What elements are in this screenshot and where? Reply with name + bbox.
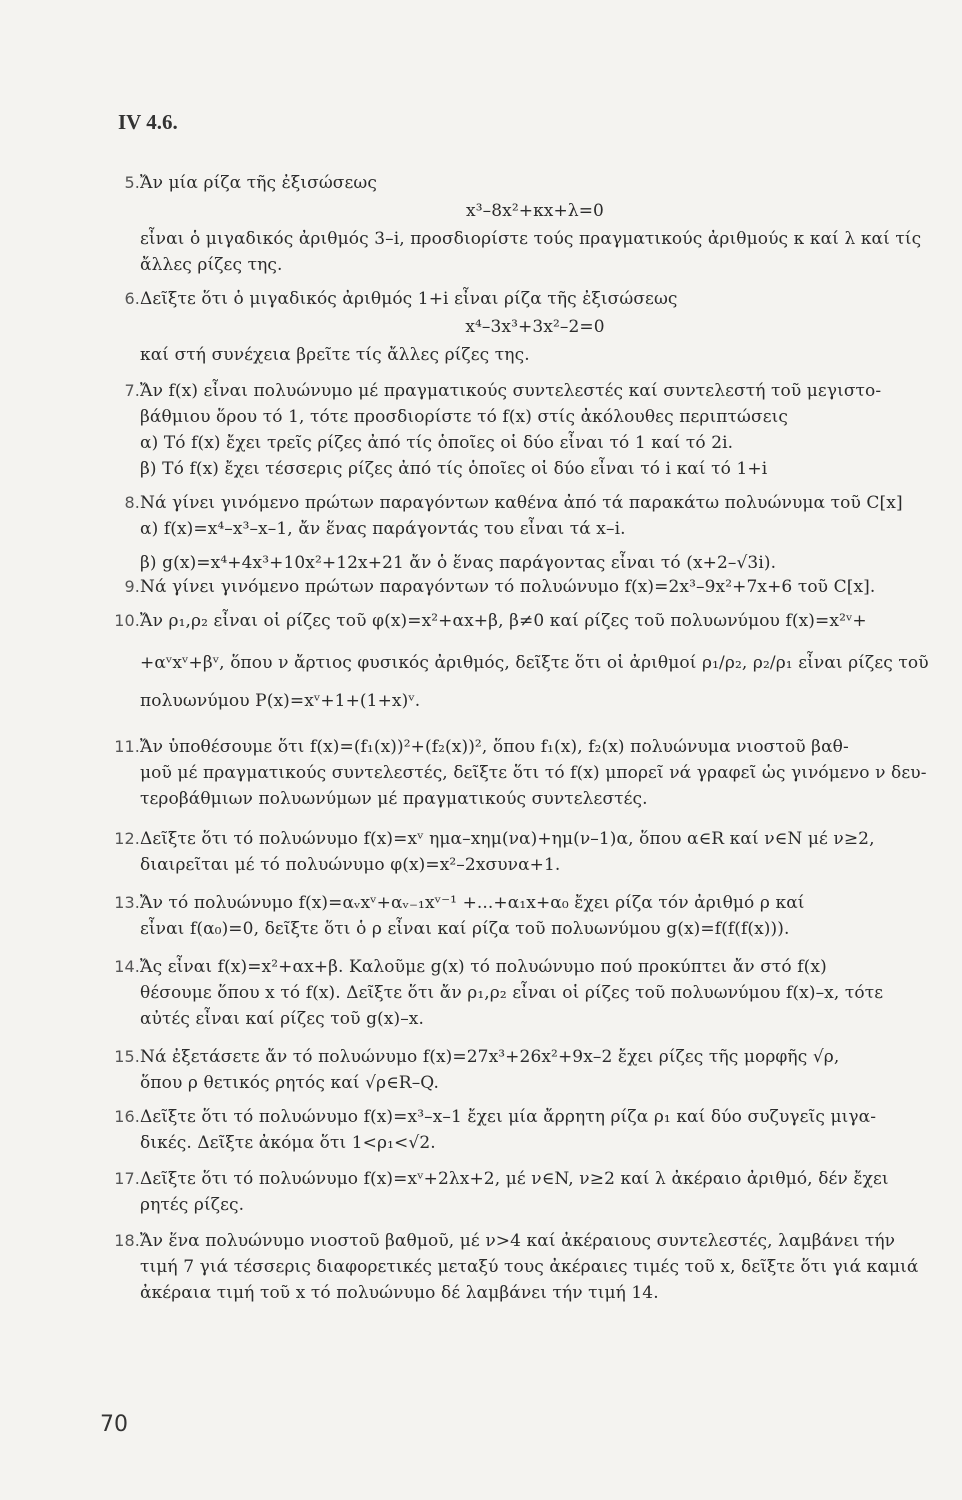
exercise-10	[108, 608, 930, 714]
exercise-number: 13.	[114, 893, 140, 912]
text-line: Δεῖξτε ὅτι τό πολυώνυμο f(x)=xᵛ+2λx+2, μέ ν∈N, ν≥2 καί λ ἀκέραιο ἀριθμό, δέν ἔχει	[140, 1169, 889, 1189]
exercise-9	[108, 574, 930, 600]
text-line: ἄλλες ρίζες της.	[140, 255, 283, 275]
text-line: α) f(x)=x⁴–x³–x–1, ἄν ἕνας παράγοντάς του εἶναι τά x–i.	[140, 519, 626, 539]
text-line: Ἄν μία ρίζα τῆς ἐξισώσεως	[140, 173, 377, 193]
text-line: Ἄν τό πολυώνυμο f(x)=αᵥxᵛ+αᵥ₋₁xᵛ⁻¹ +...+α₁x+α₀ ἔχει ρίζα τόν ἀριθμό ρ καί	[140, 893, 805, 913]
exercise-number: 16.	[114, 1107, 140, 1126]
text-line: Ἄς εἶναι f(x)=x²+αx+β. Καλοῦμε g(x) τό πολυώνυμο πού προκύπτει ἄν στό f(x)	[140, 957, 827, 977]
exercise-5	[108, 170, 930, 278]
exercise-number: 18.	[114, 1231, 140, 1250]
text-line: Ἄν f(x) εἶναι πολυώνυμο μέ πραγματικούς συντελεστές καί συντελεστή τοῦ μεγιστο-	[140, 381, 882, 401]
text-line: +αᵛxᵛ+βᵛ, ὅπου ν ἄρτιος φυσικός ἀριθμός, δεῖξτε ὅτι οἱ ἀριθμοί ρ₁/ρ₂, ρ₂/ρ₁ εἶναι ρίζες τοῦ	[140, 653, 929, 673]
exercise-number: 8.	[124, 493, 140, 512]
text-line: εἶναι ὁ μιγαδικός ἀριθμός 3–i, προσδιορίστε τούς πραγματικούς ἀριθμούς κ καί λ καί τίς	[140, 229, 922, 249]
text-line: πολυωνύμου P(x)=xᵛ+1+(1+x)ᵛ.	[140, 691, 421, 711]
text-line: τεροβάθμιων πολυωνύμων μέ πραγματικούς συντελεστές.	[140, 789, 648, 809]
text-line: Δεῖξτε ὅτι ὁ μιγαδικός ἀριθμός 1+i εἶναι ρίζα τῆς ἐξισώσεως	[140, 289, 678, 309]
exercise-18	[108, 1228, 930, 1306]
equation: x⁴–3x³+3x²–2=0	[465, 317, 605, 337]
text-line: δικές. Δεῖξτε ἀκόμα ὅτι 1<ρ₁<√2.	[140, 1133, 436, 1153]
text-line: ἀκέραια τιμή τοῦ x τό πολυώνυμο δέ λαμβάνει τήν τιμή 14.	[140, 1283, 659, 1303]
exercise-number: 5.	[124, 173, 140, 192]
text-line: Ἄν ρ₁,ρ₂ εἶναι οἱ ρίζες τοῦ φ(x)=x²+αx+β, β≠0 καί ρίζες τοῦ πολυωνύμου f(x)=x²ᵛ+	[140, 611, 867, 631]
equation: x³–8x²+κx+λ=0	[466, 201, 604, 221]
text-line: ρητές ρίζες.	[140, 1195, 245, 1215]
exercise-7	[108, 378, 930, 482]
text-line: Δεῖξτε ὅτι τό πολυώνυμο f(x)=x³–x–1 ἔχει μία ἄρρητη ρίζα ρ₁ καί δύο συζυγεῖς μιγα-	[140, 1107, 877, 1127]
text-line: ὅπου ρ θετικός ρητός καί √ρ∈R–Q.	[140, 1073, 439, 1093]
exercise-number: 12.	[114, 829, 140, 848]
text-line: μοῦ μέ πραγματικούς συντελεστές, δεῖξτε ὅτι τό f(x) μπορεῖ νά γραφεῖ ὡς γινόμενο ν δευ-	[140, 763, 927, 783]
exercise-13	[108, 890, 930, 942]
text-line: Νά γίνει γινόμενο πρώτων παραγόντων καθένα ἀπό τά παρακάτω πολυώνυμα τοῦ C[x]	[140, 493, 903, 513]
text-line: θέσουμε ὅπου x τό f(x). Δεῖξτε ὅτι ἄν ρ₁,ρ₂ εἶναι οἱ ρίζες τοῦ πολυωνύμου f(x)–x, τότε	[140, 983, 884, 1003]
exercise-16	[108, 1104, 930, 1156]
exercise-number: 15.	[114, 1047, 140, 1066]
exercise-8	[108, 490, 930, 576]
text-line: β) g(x)=x⁴+4x³+10x²+12x+21 ἄν ὁ ἕνας παράγοντας εἶναι τό (x+2–√3i).	[140, 553, 777, 573]
exercise-number: 10.	[114, 611, 140, 630]
section-header: IV 4.6.	[118, 110, 178, 134]
text-line: Ἄν ἕνα πολυώνυμο νιοστοῦ βαθμοῦ, μέ ν>4 καί ἀκέραιους συντελεστές, λαμβάνει τήν	[140, 1231, 896, 1251]
text-line: διαιρεῖται μέ τό πολυώνυμο φ(x)=x²–2xσυνα+1.	[140, 855, 561, 875]
exercise-number: 9.	[124, 577, 140, 596]
text-line: βάθμιου ὅρου τό 1, τότε προσδιορίστε τό f(x) στίς ἀκόλουθες περιπτώσεις	[140, 407, 788, 427]
exercise-number: 14.	[114, 957, 140, 976]
exercise-number: 11.	[114, 737, 140, 756]
text-line: β) Τό f(x) ἔχει τέσσερις ρίζες ἀπό τίς ὁποῖες οἱ δύο εἶναι τό i καί τό 1+i	[140, 459, 768, 479]
exercise-number: 17.	[114, 1169, 140, 1188]
exercise-15	[108, 1044, 930, 1096]
page-number: 70	[100, 1412, 128, 1437]
text-line: Νά γίνει γινόμενο πρώτων παραγόντων τό πολυώνυμο f(x)=2x³–9x²+7x+6 τοῦ C[x].	[140, 577, 876, 597]
text-line: α) Τό f(x) ἔχει τρεῖς ρίζες ἀπό τίς ὁποῖες οἱ δύο εἶναι τό 1 καί τό 2i.	[140, 433, 734, 453]
text-line: τιμή 7 γιά τέσσερις διαφορετικές μεταξύ τους ἀκέραιες τιμές τοῦ x, δεῖξτε ὅτι γιά καμιά	[140, 1257, 919, 1277]
text-line: Ἄν ὑποθέσουμε ὅτι f(x)=(f₁(x))²+(f₂(x))², ὅπου f₁(x), f₂(x) πολυώνυμα νιοστοῦ βαθ-	[140, 737, 849, 757]
text-line: καί στή συνέχεια βρεῖτε τίς ἄλλες ρίζες της.	[140, 345, 530, 365]
text-line: Νά ἐξετάσετε ἄν τό πολυώνυμο f(x)=27x³+26x²+9x–2 ἔχει ρίζες τῆς μορφῆς √ρ,	[140, 1047, 840, 1067]
exercise-11	[108, 734, 930, 812]
text-line: αὐτές εἶναι καί ρίζες τοῦ g(x)–x.	[140, 1009, 424, 1029]
exercise-14	[108, 954, 930, 1032]
text-line: εἶναι f(α₀)=0, δεῖξτε ὅτι ὁ ρ εἶναι καί ρίζα τοῦ πολυωνύμου g(x)=f(f(f(x))).	[140, 919, 790, 939]
exercise-12	[108, 826, 930, 878]
exercise-6	[108, 286, 930, 368]
exercise-17	[108, 1166, 930, 1218]
text-line: Δεῖξτε ὅτι τό πολυώνυμο f(x)=xᵛ ημα–xημ(να)+ημ(ν–1)α, ὅπου α∈R καί ν∈N μέ ν≥2,	[140, 829, 875, 849]
exercise-number: 7.	[124, 381, 140, 400]
exercise-number: 6.	[124, 289, 140, 308]
